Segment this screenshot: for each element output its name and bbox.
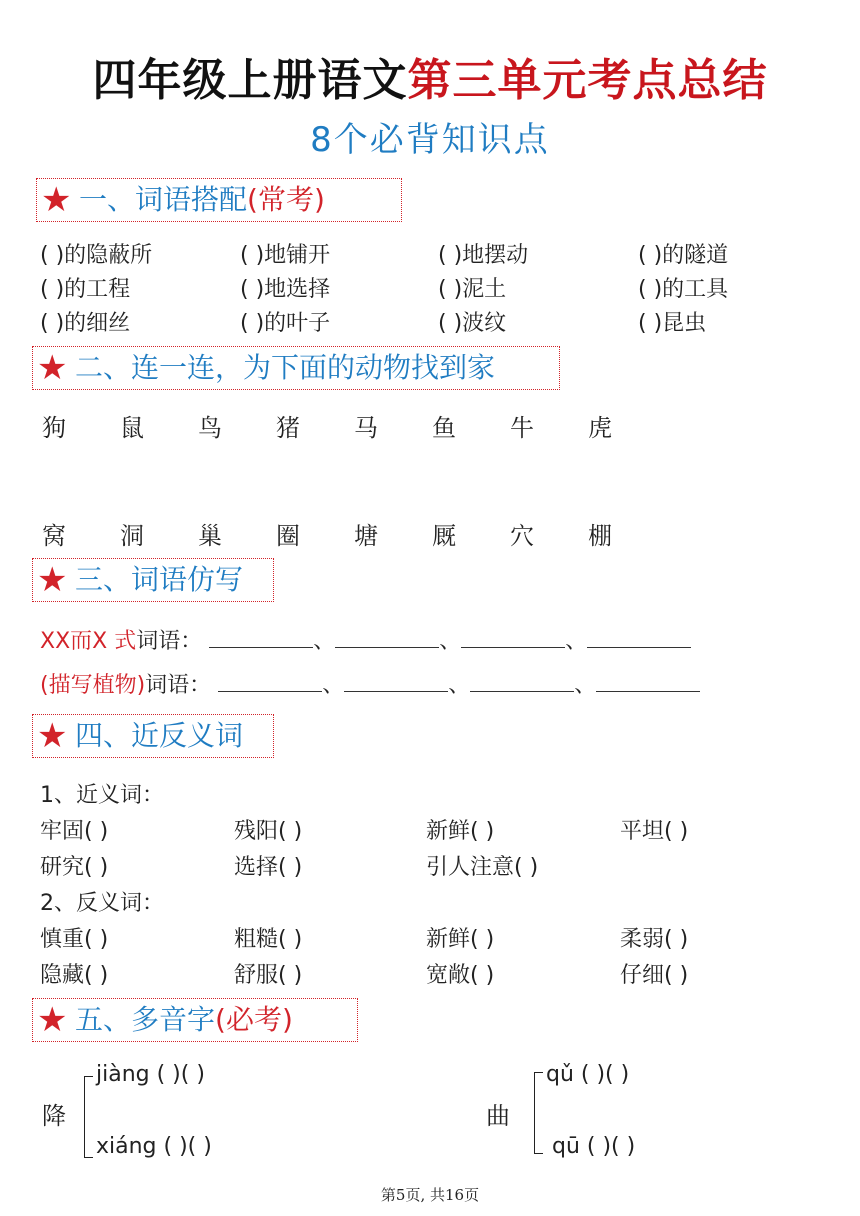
- star-icon: ★: [37, 348, 68, 388]
- star-icon: ★: [37, 1000, 68, 1040]
- antonym-item: 慎重( ): [40, 927, 109, 952]
- synonym-item: 残阳( ): [234, 819, 303, 844]
- synonym-item: 研究( ): [40, 855, 109, 880]
- home-item[interactable]: 洞: [120, 522, 144, 550]
- home-item[interactable]: 窝: [42, 522, 66, 550]
- animal-item[interactable]: 牛: [510, 414, 534, 442]
- synonym-item: 引人注意( ): [426, 855, 539, 880]
- collocation-item: ( )的叶子: [240, 311, 331, 336]
- page-subtitle: 8个必背知识点: [310, 120, 550, 160]
- synonym-label: 1、近义词：: [40, 783, 164, 808]
- star-icon: ★: [37, 560, 68, 600]
- collocation-item: ( )的工程: [40, 277, 131, 302]
- section-5-title: 五、多音字(必考): [75, 1003, 293, 1036]
- antonym-item: 隐藏( ): [40, 963, 109, 988]
- animal-item[interactable]: 鼠: [120, 414, 144, 442]
- collocation-item: ( )的工具: [638, 277, 729, 302]
- imitation-line-1: [40, 624, 691, 655]
- section-4-title: 四、近反义词: [75, 719, 244, 752]
- section-4-heading: [32, 714, 274, 758]
- polyphone-reading: xiáng ( )( ): [96, 1134, 212, 1159]
- collocation-item: ( )的细丝: [40, 311, 131, 336]
- answer-blank[interactable]: [218, 673, 322, 692]
- synonym-item: 新鲜( ): [426, 819, 495, 844]
- section-1-heading: [36, 178, 402, 222]
- answer-blank[interactable]: [335, 629, 439, 648]
- section-1-title: 一、词语搭配(常考): [79, 183, 325, 216]
- synonym-item: 选择( ): [234, 855, 303, 880]
- separator: 、: [448, 673, 471, 698]
- animal-item[interactable]: 马: [354, 414, 378, 442]
- collocation-item: ( )地铺开: [240, 243, 331, 268]
- page-number: 第5页, 共16页: [380, 1186, 480, 1204]
- home-item[interactable]: 棚: [588, 522, 612, 550]
- animal-item[interactable]: 狗: [42, 414, 66, 442]
- separator: 、: [322, 673, 345, 698]
- section-5-tag: (必考): [215, 1003, 293, 1036]
- antonym-item: 粗糙( ): [234, 927, 303, 952]
- answer-blank[interactable]: [470, 673, 574, 692]
- separator: 、: [313, 629, 336, 654]
- answer-blank[interactable]: [596, 673, 700, 692]
- section-5-heading: [32, 998, 358, 1042]
- antonym-item: 舒服( ): [234, 963, 303, 988]
- brace-icon: [534, 1072, 543, 1154]
- collocation-item: ( )地摆动: [438, 243, 529, 268]
- antonym-item: 仔细( ): [620, 963, 689, 988]
- title-part-black: 四年级上册语文: [92, 55, 408, 106]
- section-2-title: 二、连一连，为下面的动物找到家: [75, 351, 496, 384]
- imitation-pattern: (描写植物): [40, 673, 146, 698]
- collocation-item: ( )波纹: [438, 311, 507, 336]
- page-title: [0, 44, 860, 108]
- polyphone-char-1: 降: [42, 1102, 66, 1130]
- antonym-label: 2、反义词：: [40, 891, 164, 916]
- collocation-item: ( )昆虫: [638, 311, 707, 336]
- collocation-item: ( )地选择: [240, 277, 331, 302]
- title-part-red: 第三单元考点总结: [407, 55, 768, 106]
- synonym-item: 平坦( ): [620, 819, 689, 844]
- answer-blank[interactable]: [344, 673, 448, 692]
- star-icon: ★: [37, 716, 68, 756]
- collocation-item: ( )的隧道: [638, 243, 729, 268]
- brace-icon: [84, 1076, 93, 1158]
- antonym-item: 新鲜( ): [426, 927, 495, 952]
- collocation-item: ( )的隐蔽所: [40, 243, 153, 268]
- answer-blank[interactable]: [461, 629, 565, 648]
- home-item[interactable]: 圈: [276, 522, 300, 550]
- home-item[interactable]: 巢: [198, 522, 222, 550]
- section-3-heading: [32, 558, 274, 602]
- imitation-pattern: XX而X 式: [40, 629, 137, 654]
- animal-item[interactable]: 鸟: [198, 414, 222, 442]
- section-2-heading: [32, 346, 560, 390]
- separator: 、: [565, 629, 588, 654]
- animal-item[interactable]: 猪: [276, 414, 300, 442]
- separator: 、: [574, 673, 597, 698]
- section-1-tag: (常考): [247, 183, 325, 216]
- section-3-title: 三、词语仿写: [75, 563, 244, 596]
- star-icon: ★: [41, 180, 72, 220]
- collocation-item: ( )泥土: [438, 277, 507, 302]
- animal-item[interactable]: 鱼: [432, 414, 456, 442]
- separator: 、: [439, 629, 462, 654]
- animal-item[interactable]: 虎: [588, 414, 612, 442]
- home-item[interactable]: 穴: [510, 522, 534, 550]
- polyphone-reading: jiàng ( )( ): [96, 1062, 205, 1087]
- polyphone-reading: qū ( )( ): [552, 1134, 636, 1159]
- answer-blank[interactable]: [587, 629, 691, 648]
- home-item[interactable]: 塘: [354, 522, 378, 550]
- polyphone-reading: qǔ ( )( ): [546, 1062, 630, 1087]
- imitation-line-2: [40, 668, 700, 699]
- synonym-item: 牢固( ): [40, 819, 109, 844]
- imitation-label: 词语：: [145, 673, 212, 698]
- answer-blank[interactable]: [209, 629, 313, 648]
- home-item[interactable]: 厩: [432, 522, 456, 550]
- antonym-item: 宽敞( ): [426, 963, 495, 988]
- imitation-label: 词语：: [136, 629, 203, 654]
- polyphone-char-2: 曲: [486, 1102, 510, 1130]
- antonym-item: 柔弱( ): [620, 927, 689, 952]
